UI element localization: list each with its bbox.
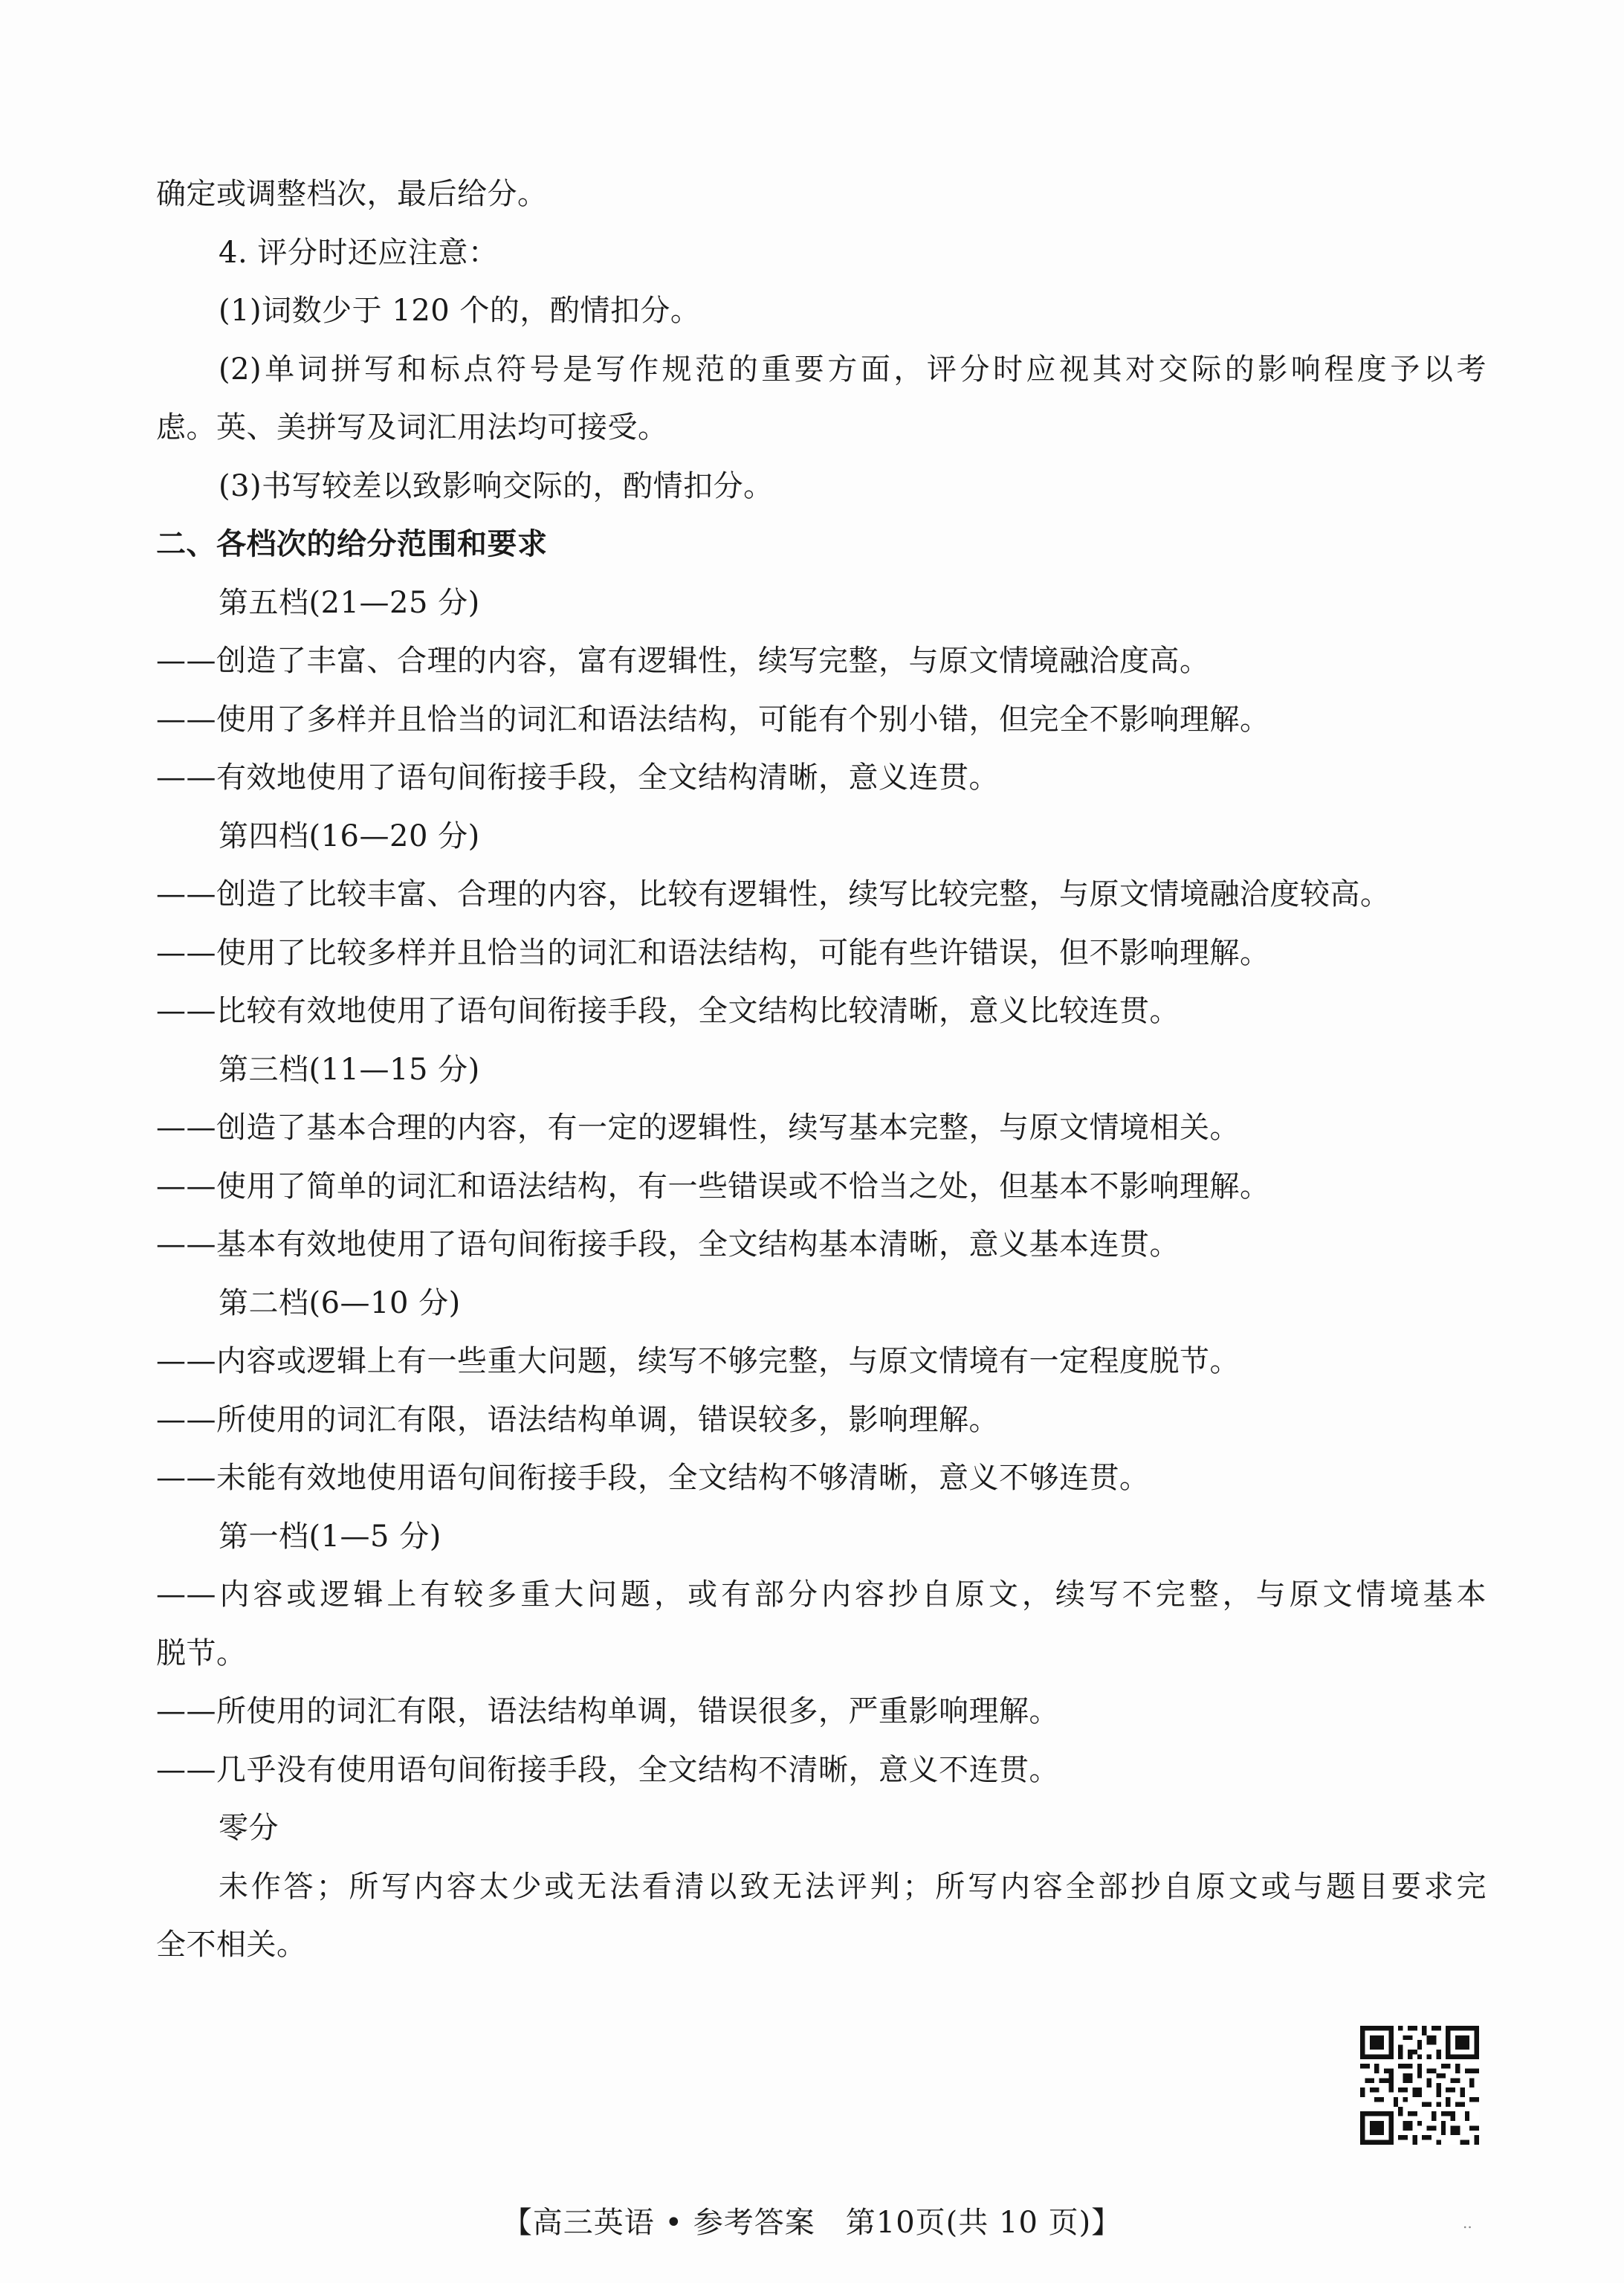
criterion-line: ——基本有效地使用了语句间衔接手段，全文结构基本清晰，意义基本连贯。 — [156, 1227, 1180, 1262]
grade-title-0: 零分 — [219, 1811, 279, 1845]
text-line: 未作答；所写内容太少或无法看清以致无法评判；所写内容全部抄自原文或与题目要求完 — [219, 1869, 1486, 1904]
corner-mark: .. — [1463, 2214, 1472, 2232]
criterion-line: ——所使用的词汇有限，语法结构单调，错误很多，严重影响理解。 — [156, 1694, 1059, 1728]
section-heading: 二、各档次的给分范围和要求 — [156, 527, 548, 561]
criterion-line: ——比较有效地使用了语句间衔接手段，全文结构比较清晰，意义比较连贯。 — [156, 994, 1180, 1028]
text-line: 虑。英、美拼写及词汇用法均可接受。 — [156, 410, 668, 445]
criterion-line: ——几乎没有使用语句间衔接手段，全文结构不清晰，意义不连贯。 — [156, 1752, 1059, 1787]
grade-title-4: 第四档(16—20 分) — [219, 818, 480, 853]
criterion-line: ——创造了比较丰富、合理的内容，比较有逻辑性，续写比较完整，与原文情境融洽度较高。 — [156, 877, 1391, 911]
criterion-line: ——使用了简单的词汇和语法结构，有一些错误或不恰当之处，但基本不影响理解。 — [156, 1169, 1270, 1204]
criterion-line: ——内容或逻辑上有一些重大问题，续写不够完整，与原文情境有一定程度脱节。 — [156, 1344, 1240, 1378]
text-line: 4. 评分时还应注意： — [219, 235, 499, 270]
criterion-line: ——使用了比较多样并且恰当的词汇和语法结构，可能有些许错误，但不影响理解。 — [156, 935, 1270, 970]
text-line: (1)词数少于 120 个的，酌情扣分。 — [219, 294, 701, 328]
grade-title-2: 第二档(6—10 分) — [219, 1285, 461, 1320]
criterion-line: ——创造了基本合理的内容，有一定的逻辑性，续写基本完整，与原文情境相关。 — [156, 1111, 1240, 1145]
criterion-line: ——有效地使用了语句间衔接手段，全文结构清晰，意义连贯。 — [156, 761, 999, 795]
criterion-line: ——内容或逻辑上有较多重大问题，或有部分内容抄自原文，续写不完整，与原文情境基本 — [156, 1578, 1486, 1612]
text-line: (2)单词拼写和标点符号是写作规范的重要方面，评分时应视其对交际的影响程度予以考 — [219, 352, 1486, 387]
text-line: 全不相关。 — [156, 1928, 307, 1962]
grade-title-5: 第五档(21—25 分) — [219, 585, 480, 620]
criterion-line: ——所使用的词汇有限，语法结构单调，错误较多，影响理解。 — [156, 1402, 999, 1437]
criterion-line: ——创造了丰富、合理的内容，富有逻辑性，续写完整，与原文情境融洽度高。 — [156, 644, 1210, 678]
criterion-line: ——使用了多样并且恰当的词汇和语法结构，可能有个别小错，但完全不影响理解。 — [156, 702, 1270, 737]
text-line: 脱节。 — [156, 1635, 247, 1670]
qr-code-icon — [1360, 2026, 1479, 2145]
grade-title-1: 第一档(1—5 分) — [219, 1519, 441, 1554]
grade-title-3: 第三档(11—15 分) — [219, 1052, 480, 1087]
page-footer: 【高三英语 • 参考答案 第10页(共 10 页)】 — [502, 2206, 1122, 2240]
text-line: (3)书写较差以致影响交际的，酌情扣分。 — [219, 468, 774, 503]
criterion-line: ——未能有效地使用语句间衔接手段，全文结构不够清晰，意义不够连贯。 — [156, 1461, 1150, 1495]
text-line: 确定或调整档次，最后给分。 — [156, 177, 548, 211]
document-body — [156, 165, 1486, 1974]
